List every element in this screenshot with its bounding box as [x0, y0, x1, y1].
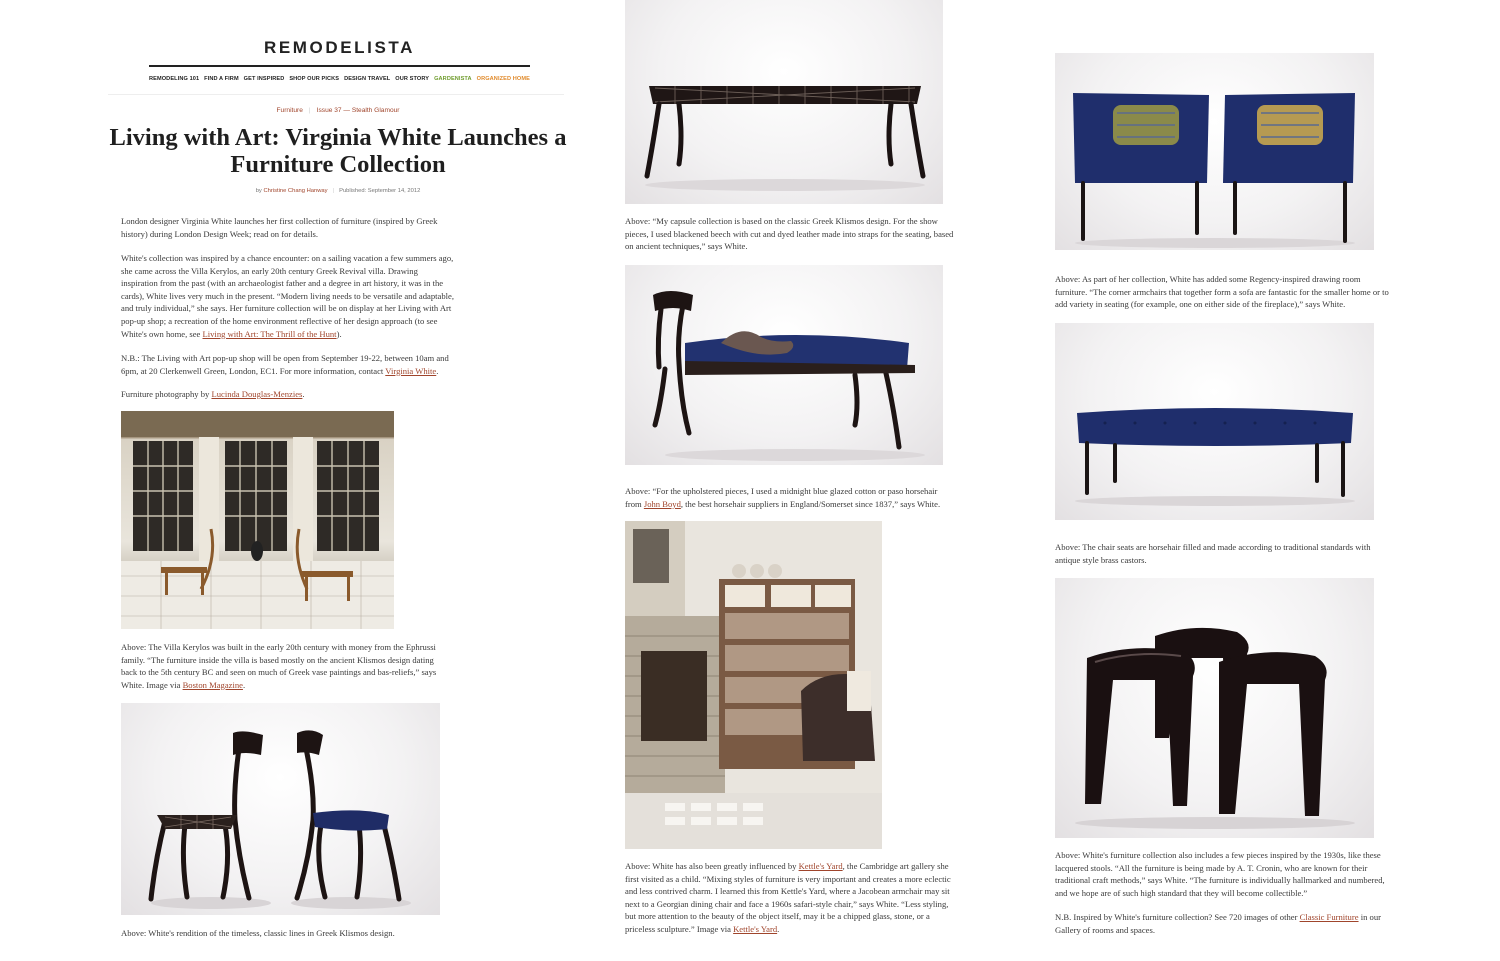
- byline-prefix: by: [255, 188, 264, 194]
- armchairs-caption: Above: As part of her collection, White has added some Regency-inspired drawing room furniture. “The corner armchairs that together form a sofa are fantastic for the smaller home or to add variety in seating (for example, one on either side of the fireplace),” says White.: [1055, 274, 1389, 310]
- john-boyd-link[interactable]: John Boyd: [643, 498, 681, 509]
- nav-remodeling-101[interactable]: REMODELING 101: [149, 76, 200, 82]
- klismos-caption: Above: White's rendition of the timeless, classic lines in Greek Klismos design.: [121, 928, 395, 938]
- page-title: Living with Art: Virginia White Launches a Furniture Collection: [109, 124, 567, 178]
- klismos-chairs-photo: [121, 703, 440, 915]
- upholstered-bench-photo: [1055, 323, 1374, 520]
- category-link[interactable]: Furniture: [276, 107, 303, 114]
- daybed-photo: [625, 265, 943, 465]
- gallery-note: N.B. Inspired by White's furniture collection? See 720 images of other Classic Furniture in our Gallery of rooms and spaces.: [1055, 912, 1381, 935]
- byline: by Christine Chang Hanway | Published: September 14, 2012: [255, 188, 421, 194]
- bench-seat-caption: Above: The chair seats are horsehair filled and made according to traditional standards with antique style brass castors.: [1055, 542, 1371, 565]
- issue-link[interactable]: Issue 37 — Stealth Glamour: [316, 107, 400, 114]
- main-nav: [149, 76, 530, 82]
- nav-shop-our-picks[interactable]: SHOP OUR PICKS: [289, 76, 340, 82]
- author-link[interactable]: Christine Chang Hanway: [263, 188, 328, 194]
- leather-bench-photo: [625, 0, 943, 204]
- bench-caption: Above: “My capsule collection is based on the classic Greek Klismos design. For the show pieces, I used blackened beech with cut and dyed leather made into straps for the seating, based on ancient techniques,” says White.: [625, 216, 954, 252]
- kettles-yard-link[interactable]: Kettle's Yard: [798, 861, 843, 871]
- intro-paragraph: London designer Virginia White launches her first collection of furniture (inspired by Greek history) during London Design Week; read on for details.: [121, 216, 438, 239]
- published-date: Published: September 14, 2012: [339, 188, 421, 194]
- nav-design-travel[interactable]: DESIGN TRAVEL: [344, 76, 391, 82]
- nav-divider: [108, 94, 564, 95]
- nav-our-story[interactable]: OUR STORY: [395, 76, 430, 82]
- daybed-caption: Above: “For the upholstered pieces, I used a midnight blue glazed cotton or paso horsehair from John Boyd, the best horsehair suppliers in England/Somerset since 1837,” says White.: [625, 486, 941, 509]
- breadcrumb: Furniture | Issue 37 — Stealth Glamour: [276, 107, 400, 114]
- corner-armchairs-photo: [1055, 53, 1374, 250]
- story-paragraph: White's collection was inspired by a chance encounter: on a sailing vacation a few summers ago, she came across the Villa Kerylos, an early 20th century Greek Revival villa. Drawing inspiration from the past (with an archaeologist father and a degree in art history, it was in the cards), White lives very much in the present. “Modern living needs to be versatile and adaptable, and truly individual,” she says. Her furniture collection will be on display at her Living with Art pop-up shop; a recreation of the home environment reflective of her design approach (to see White's own home, see Living with Art: The Thrill of the Hunt).: [121, 253, 454, 339]
- classic-furniture-link[interactable]: Classic Furniture: [1299, 912, 1359, 922]
- photo-credit: Furniture photography by Lucinda Douglas-Menzies.: [121, 389, 305, 399]
- nav-gardenista[interactable]: GARDENISTA: [434, 76, 472, 82]
- kettles-yard-image-link[interactable]: Kettle's Yard: [733, 923, 778, 934]
- lacquered-stools-photo: [1055, 578, 1374, 838]
- kettles-yard-photo: [625, 521, 882, 849]
- villa-kerylos-photo: [121, 411, 394, 629]
- nav-find-a-firm[interactable]: FIND A FIRM: [204, 76, 239, 82]
- nav-get-inspired[interactable]: GET INSPIRED: [243, 76, 285, 82]
- site-logo[interactable]: REMODELISTA: [263, 38, 416, 57]
- stools-caption: Above: White's furniture collection also includes a few pieces inspired by the 1930s, like these lacquered stools. “All the furniture is being made by A. T. Cronin, who are known for their traditional craft methods,” says White. “The furniture is individually hallmarked and numbered, and we hope are of such high standard that they will become collectible.”: [1055, 850, 1385, 898]
- boston-magazine-link[interactable]: Boston Magazine: [182, 679, 243, 690]
- thrill-of-the-hunt-link[interactable]: Living with Art: The Thrill of the Hunt: [202, 328, 337, 339]
- popup-shop-paragraph: N.B.: The Living with Art pop-up shop will be open from September 19-22, between 10am and 6pm, at 20 Clerkenwell Green, London, EC1. For more information, contact Virginia White.: [121, 353, 449, 376]
- photographer-link[interactable]: Lucinda Douglas-Menzies: [211, 389, 303, 399]
- villa-caption: Above: The Villa Kerylos was built in the early 20th century with money from the Ephrussi family. “The furniture inside the villa is based mostly on the ancient Klismos design dating back to the 5th century BC and seen on much of Greek vase paintings and bas-reliefs,” says White. Image via Boston Magazine.: [121, 642, 437, 690]
- logo-divider: [149, 65, 530, 67]
- virginia-white-link[interactable]: Virginia White: [385, 365, 437, 376]
- nav-organized-home[interactable]: ORGANIZED HOME: [476, 76, 530, 82]
- kettles-yard-caption: Above: White has also been greatly influenced by Kettle's Yard, the Cambridge art gallery she first visited as a child. “Mixing styles of furniture is very important and creates a more eclectic and less contrived charm. I learned this from Kettle's Yard, where a Jacobean armchair may sit next to a Georgian dining chair and face a 1960s safari-style chair,” says White. “Less styling, but more attention to the beauty of the object itself, may it be a chipped glass, stone, or a priceless sculpture.” Image via Kettle's Yard.: [625, 861, 951, 934]
